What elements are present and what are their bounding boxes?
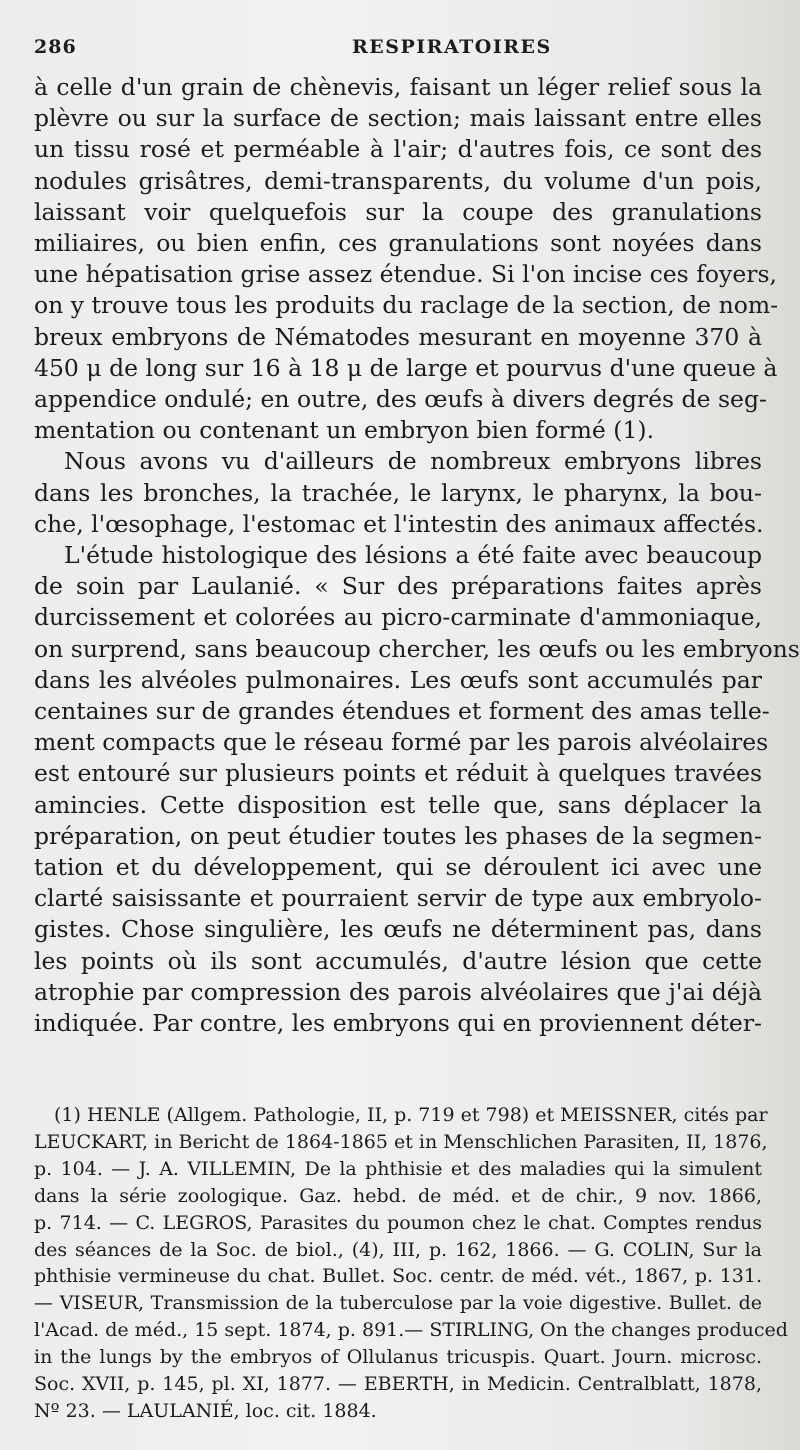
body-line: on surprend, sans beaucoup chercher, les œufs ou les embryons [34, 634, 800, 663]
footnote-line: — VISEUR, Transmission de la tuberculose par la voie digestive. Bullet. de [34, 1292, 762, 1315]
body-line: nodules grisâtres, demi-transparents, du volume d'un pois, [34, 166, 762, 195]
body-line: amincies. Cette disposition est telle que, sans déplacer la [34, 790, 762, 819]
body-line: de soin par Laulanié. « Sur des préparations faites après [34, 572, 762, 601]
body-line: dans les bronches, la trachée, le larynx, le pharynx, la bou- [34, 478, 762, 507]
page-number: 286 [34, 36, 77, 58]
body-line: est entouré sur plusieurs points et réduit à quelques travées [34, 759, 762, 788]
body-line: L'étude histologique des lésions a été faite avec beaucoup [64, 541, 762, 570]
footnote-line: p. 714. — C. LEGROS, Parasites du poumon chez le chat. Comptes rendus [34, 1211, 762, 1234]
footnote-line: (1) HENLE (Allgem. Pathologie, II, p. 719 et 798) et MEISSNER, cités par [54, 1104, 768, 1126]
footnote-line: phthisie vermineuse du chat. Bullet. Soc. centr. de méd. vét., 1867, p. 131. [34, 1265, 762, 1288]
body-line: 450 μ de long sur 16 à 18 μ de large et pourvus d'une queue à [34, 353, 778, 382]
body-line: atrophie par compression des parois alvéolaires que j'ai déjà [34, 977, 762, 1006]
body-line: dans les alvéoles pulmonaires. Les œufs sont accumulés par [34, 665, 762, 694]
body-line: une hépatisation grise assez étendue. Si l'on incise ces foyers, [34, 260, 777, 289]
page-header [34, 36, 780, 66]
body-line: che, l'œsophage, l'estomac et l'intestin des animaux affectés. [34, 509, 764, 538]
body-line: breux embryons de Nématodes mesurant en moyenne 370 à [34, 322, 762, 351]
body-line: centaines sur de grandes étendues et forment des amas telle- [34, 697, 770, 726]
footnote-line: dans la série zoologique. Gaz. hebd. de méd. et de chir., 9 nov. 1866, [34, 1184, 762, 1207]
body-line: on y trouve tous les produits du raclage de la section, de nom- [34, 291, 779, 320]
body-line: laissant voir quelquefois sur la coupe des granulations [34, 197, 762, 226]
body-line: les points où ils sont accumulés, d'autre lésion que cette [34, 946, 762, 975]
body-line: préparation, on peut étudier toutes les phases de la segmen- [34, 821, 762, 850]
footnote-line: LEUCKART, in Bericht de 1864-1865 et in Menschlichen Parasiten, II, 1876, [34, 1130, 768, 1153]
body-line: un tissu rosé et perméable à l'air; d'autres fois, ce sont des [34, 135, 762, 164]
body-line: miliaires, ou bien enfin, ces granulations sont noyées dans [34, 229, 762, 258]
body-line: à celle d'un grain de chènevis, faisant un léger relief sous la [34, 73, 762, 101]
footnote-line: l'Acad. de méd., 15 sept. 1874, p. 891.— STIRLING, On the changes produced [34, 1319, 788, 1342]
footnote-line: Nº 23. — LAULANIÉ, loc. cit. 1884. [34, 1399, 377, 1422]
body-line: durcissement et colorées au picro-carminate d'ammoniaque, [34, 603, 762, 632]
body-line: Nous avons vu d'ailleurs de nombreux embryons libres [64, 447, 762, 476]
footnote-line: in the lungs by the embryos of Ollulanus tricuspis. Quart. Journ. microsc. [34, 1346, 762, 1369]
footnotes [34, 1102, 788, 1425]
footnote-line: des séances de la Soc. de biol., (4), III, p. 162, 1866. — G. COLIN, Sur la [34, 1238, 762, 1261]
footnote-line: p. 104. — J. A. VILLEMIN, De la phthisie et des maladies qui la simulent [34, 1157, 762, 1180]
body-line: indiquée. Par contre, les embryons qui en proviennent déter- [34, 1009, 762, 1038]
body-line: gistes. Chose singulière, les œufs ne déterminent pas, dans [34, 915, 762, 944]
footnote-line: Soc. XVII, p. 145, pl. XI, 1877. — EBERTH, in Medicin. Centralblatt, 1878, [34, 1373, 762, 1396]
body-line: appendice ondulé; en outre, des œufs à divers degrés de seg- [34, 385, 767, 414]
body-line: mentation ou contenant un embryon bien formé (1). [34, 416, 655, 445]
body-line: ment compacts que le réseau formé par les parois alvéolaires [34, 728, 769, 757]
body-line: tation et du développement, qui se déroulent ici avec une [34, 853, 762, 882]
body-text [34, 72, 800, 1039]
running-title: RESPIRATOIRES [352, 36, 552, 58]
body-line: clarté saisissante et pourraient servir de type aux embryolo- [34, 884, 762, 913]
body-line: plèvre ou sur la surface de section; mais laissant entre elles [34, 104, 762, 133]
